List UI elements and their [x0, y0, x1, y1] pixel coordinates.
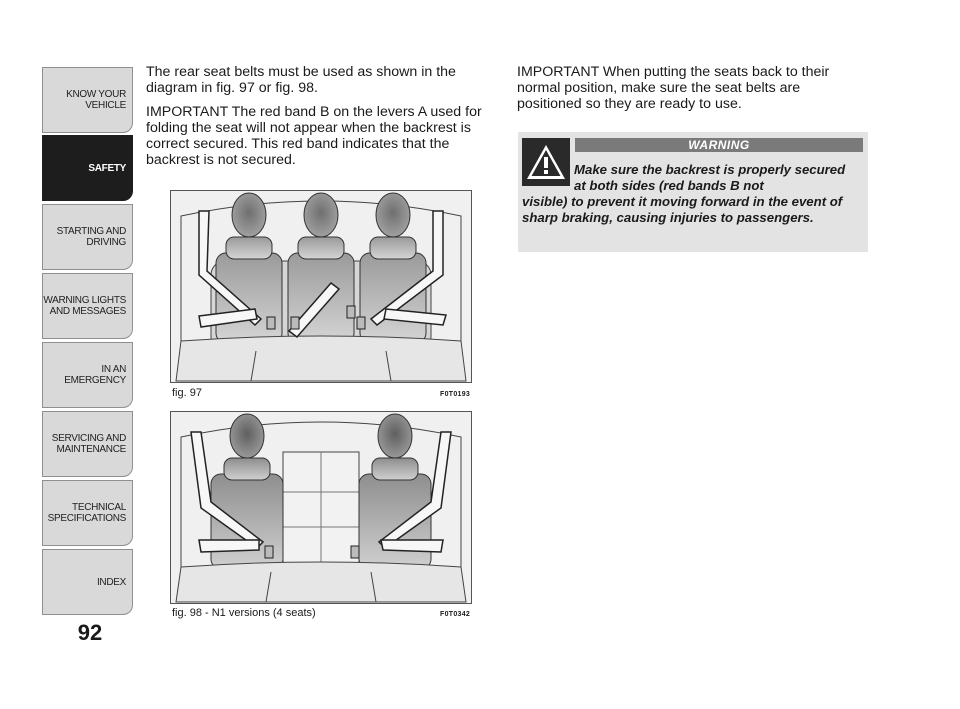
- tab-in-an-emergency[interactable]: [42, 342, 133, 408]
- tab-label: STARTING AND DRIVING: [56, 226, 126, 248]
- tab-starting-and-driving[interactable]: [42, 204, 133, 270]
- warning-text-line: Make sure the backrest is properly secured at both sides (red bands B not: [574, 162, 846, 193]
- tab-index[interactable]: [42, 549, 133, 615]
- left-column: [146, 64, 486, 176]
- tab-label: INDEX: [96, 576, 126, 588]
- tab-label: SAFETY: [88, 162, 126, 174]
- tab-safety[interactable]: [42, 135, 133, 201]
- figure-caption: fig. 98 - N1 versions (4 seats): [172, 607, 316, 619]
- paragraph: IMPORTANT The red band B on the levers A used for folding the seat will not appear when the backrest is correct secured. This red band indicates that the backrest is not secured.: [146, 104, 482, 168]
- figure-98-illustration: [170, 411, 472, 604]
- tab-label: SERVICING AND MAINTENANCE: [51, 433, 126, 455]
- figure-code: F0T0342: [440, 611, 471, 618]
- tab-technical-specifications[interactable]: [42, 480, 133, 546]
- warning-text-line: visible) to prevent it moving forward in the event of sharp braking, causing injuries to passengers.: [522, 194, 843, 225]
- paragraph: IMPORTANT When putting the seats back to their normal position, make sure the seat belts are positioned so they are ready to use.: [517, 64, 830, 112]
- tab-label: TECHNICAL SPECIFICATIONS: [47, 502, 126, 524]
- tab-warning-lights[interactable]: [42, 273, 133, 339]
- figure-caption: fig. 97: [172, 387, 202, 399]
- tab-label: IN AN EMERGENCY: [64, 364, 126, 386]
- tab-label: WARNING LIGHTS AND MESSAGES: [43, 295, 126, 317]
- figure-97-illustration: [170, 190, 472, 383]
- paragraph: The rear seat belts must be used as shown in the diagram in fig. 97 or fig. 98.: [146, 64, 456, 96]
- tab-servicing[interactable]: [42, 411, 133, 477]
- figure-code: F0T0193: [440, 391, 471, 398]
- page-number: 92: [77, 620, 103, 645]
- right-column: [517, 64, 867, 120]
- tab-know-your-vehicle[interactable]: [42, 67, 133, 133]
- tab-label: KNOW YOUR VEHICLE: [66, 89, 126, 111]
- warning-title: WARNING: [575, 138, 863, 152]
- warning-text: [522, 162, 852, 226]
- warning-box: [518, 132, 868, 252]
